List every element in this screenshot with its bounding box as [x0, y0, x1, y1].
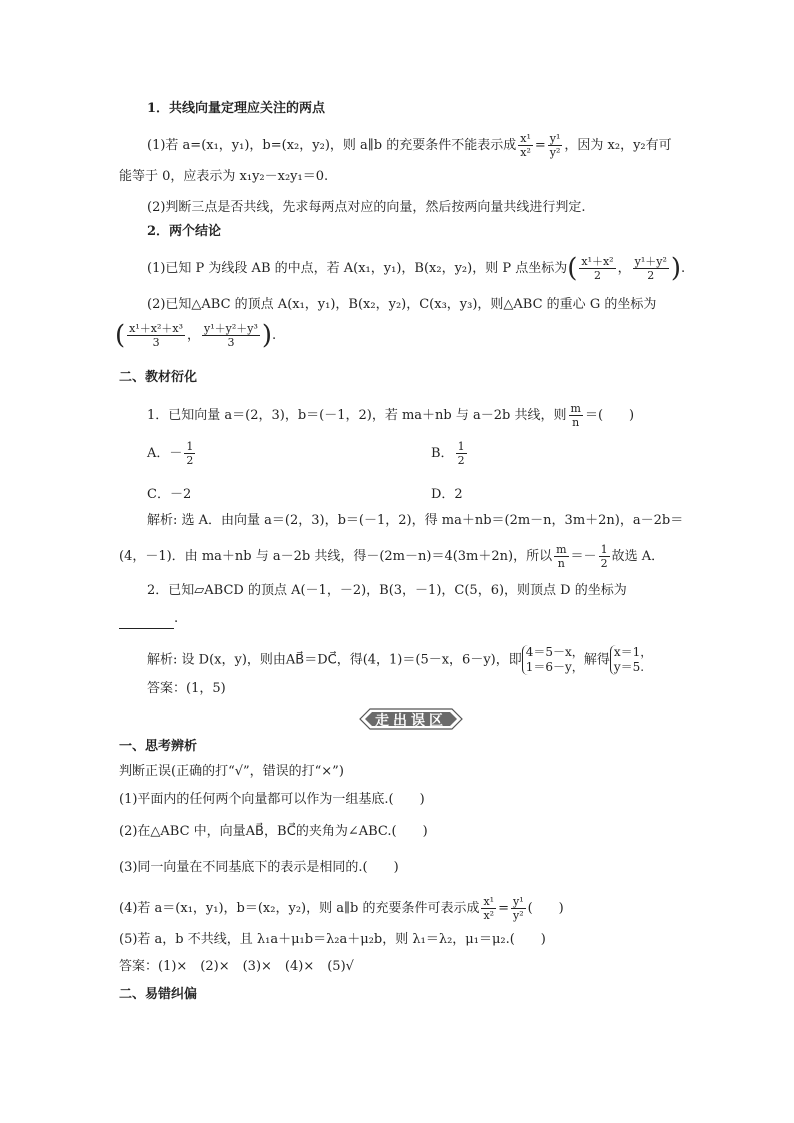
answer-2: 答案：(1，5) — [147, 681, 226, 696]
part-title-thinking: 一、思考辨析 — [119, 739, 198, 754]
judge-item-1: (1)平面内的任何两个向量都可以作为一组基底.( ) — [119, 792, 425, 807]
judge-intro: 判断正误(正确的打“√”，错误的打“×”) — [119, 764, 344, 779]
equation-result: x＝1， y＝5. — [610, 645, 652, 675]
fraction: $\frac{1}{2}$ — [457, 440, 465, 467]
judge-item-3: (3)同一向量在不同基底下的表示是相同的.( ) — [119, 860, 399, 875]
section-title-collinear: 1．共线向量定理应关注的两点 — [147, 101, 326, 116]
equation-system: 4＝5－x， 1＝6－y， — [522, 645, 584, 675]
question-2: 2．已知▱ABCD 的顶点 A(－1，－2)，B(3，－1)，C(5，6)，则顶点 D 的坐标为 — [147, 583, 627, 598]
banner-label: 走出误区 — [375, 713, 447, 729]
fraction: $\frac{1}{2}$ — [186, 440, 194, 467]
paragraph-1b: 能等于 0，应表示为 x₁y₂－x₂y₁＝0. — [119, 169, 329, 184]
conclusion-2-formula: ( $\frac{\text{x¹＋x²＋x³}}{3}$ ， $\frac{\text{y¹＋y²＋y³}}{3}$ ). — [115, 320, 277, 351]
judge-item-4: (4)若 a＝(x₁，y₁)，b＝(x₂，y₂)，则 a∥b 的充要条件可表示成 $\frac{\text{x¹}}{\text{x²}}$ = $\frac{\text{y¹}}{\text{y²}}$ ( ) — [119, 895, 564, 922]
fraction: $\frac{\text{x¹}}{\text{x²}}$ — [483, 895, 495, 922]
judge-answers: 答案：(1)× (2)× (3)× (4)× (5)√ — [119, 959, 354, 974]
question-2-blank: . — [119, 610, 178, 629]
fraction: $\frac{\text{x¹}}{\text{x²}}$ — [520, 132, 531, 159]
judge-item-5: (5)若 a，b 不共线，且 λ₁a＋μ₁b＝λ₂a＋μ₂b，则 λ₁＝λ₂，μ₁＝μ₂.( ) — [119, 932, 546, 947]
fraction: $\frac{\text{y¹}}{\text{y²}}$ — [512, 895, 524, 922]
conclusion-1: (1)已知 P 为线段 AB 的中点，若 A(x₁，y₁)，B(x₂，y₂)，则 P 点坐标为( $\frac{\text{x¹＋x²}}{2}$ ， $\frac{\text{y¹＋y²}}{2}$ ). — [147, 253, 686, 284]
part-title-textbook: 二、教材衍化 — [119, 370, 198, 385]
fraction: $\frac{\text{y¹}}{\text{y²}}$ — [549, 132, 561, 159]
fraction: $\frac{\text{y¹＋y²＋y³}}{3}$ — [204, 322, 258, 349]
fraction: $\frac{m}{n}$ — [556, 543, 567, 570]
option-c: C．－2 — [147, 487, 192, 502]
fraction: $\frac{m}{n}$ — [570, 402, 581, 429]
part-title-errors: 二、易错纠偏 — [119, 987, 198, 1002]
conclusion-2: (2)已知△ABC 的顶点 A(x₁，y₁)，B(x₂，y₂)，C(x₃，y₃)，则△ABC 的重心 G 的坐标为 — [147, 297, 657, 312]
judge-item-2: (2)在△ABC 中，向量AB⃗，BC⃗的夹角为∠ABC.( ) — [119, 824, 428, 839]
question-1: 1．已知向量 a＝(2，3)，b＝(－1，2)，若 ma＋nb 与 a－2b 共线，则 $\frac{m}{n}$ ＝( ) — [147, 402, 635, 429]
fraction: $\frac{\text{y¹＋y²}}{2}$ — [634, 255, 667, 282]
answer-blank — [119, 610, 174, 629]
option-d: D．2 — [431, 487, 463, 502]
solution-2: 解析: 设 D(x，y)，则由AB⃗＝DC⃗，得(4，1)＝(5－x，6－y)，即4＝5－x， 1＝6－y，解得x＝1， y＝5. — [147, 645, 653, 674]
section-banner — [356, 707, 466, 731]
solution-1b: (4，－1)．由 ma＋nb 与 a－2b 共线，得－(2m－n)＝4(3m＋2n)，所以 $\frac{m}{n}$ ＝－ $\frac{1}{2}$ 故选 A． — [119, 543, 665, 570]
option-b: B． $\frac{1}{2}$ — [431, 440, 465, 467]
solution-1a: 解析: 选 A．由向量 a＝(2，3)，b＝(－1，2)，得 ma＋nb＝(2m－n，3m＋2n)，a－2b＝ — [147, 513, 684, 528]
section-title-conclusions: 2．两个结论 — [147, 224, 222, 239]
paragraph-2: (2)判断三点是否共线，先求每两点对应的向量，然后按两向量共线进行判定. — [147, 200, 586, 215]
fraction: $\frac{\text{x¹＋x²}}{2}$ — [581, 255, 614, 282]
paragraph-1a: (1)若 a=(x₁，y₁)，b=(x₂，y₂)，则 a∥b 的充要条件不能表示成 $\frac{\text{x¹}}{\text{x²}}$ = $\frac{\text{y¹}}{\text{y²}}$ ，因为 x₂，y₂有可 — [147, 132, 672, 159]
option-a: A．－ $\frac{1}{2}$ — [147, 440, 194, 467]
fraction: $\frac{\text{x¹＋x²＋x³}}{3}$ — [129, 322, 183, 349]
fraction: $\frac{1}{2}$ — [600, 543, 608, 570]
